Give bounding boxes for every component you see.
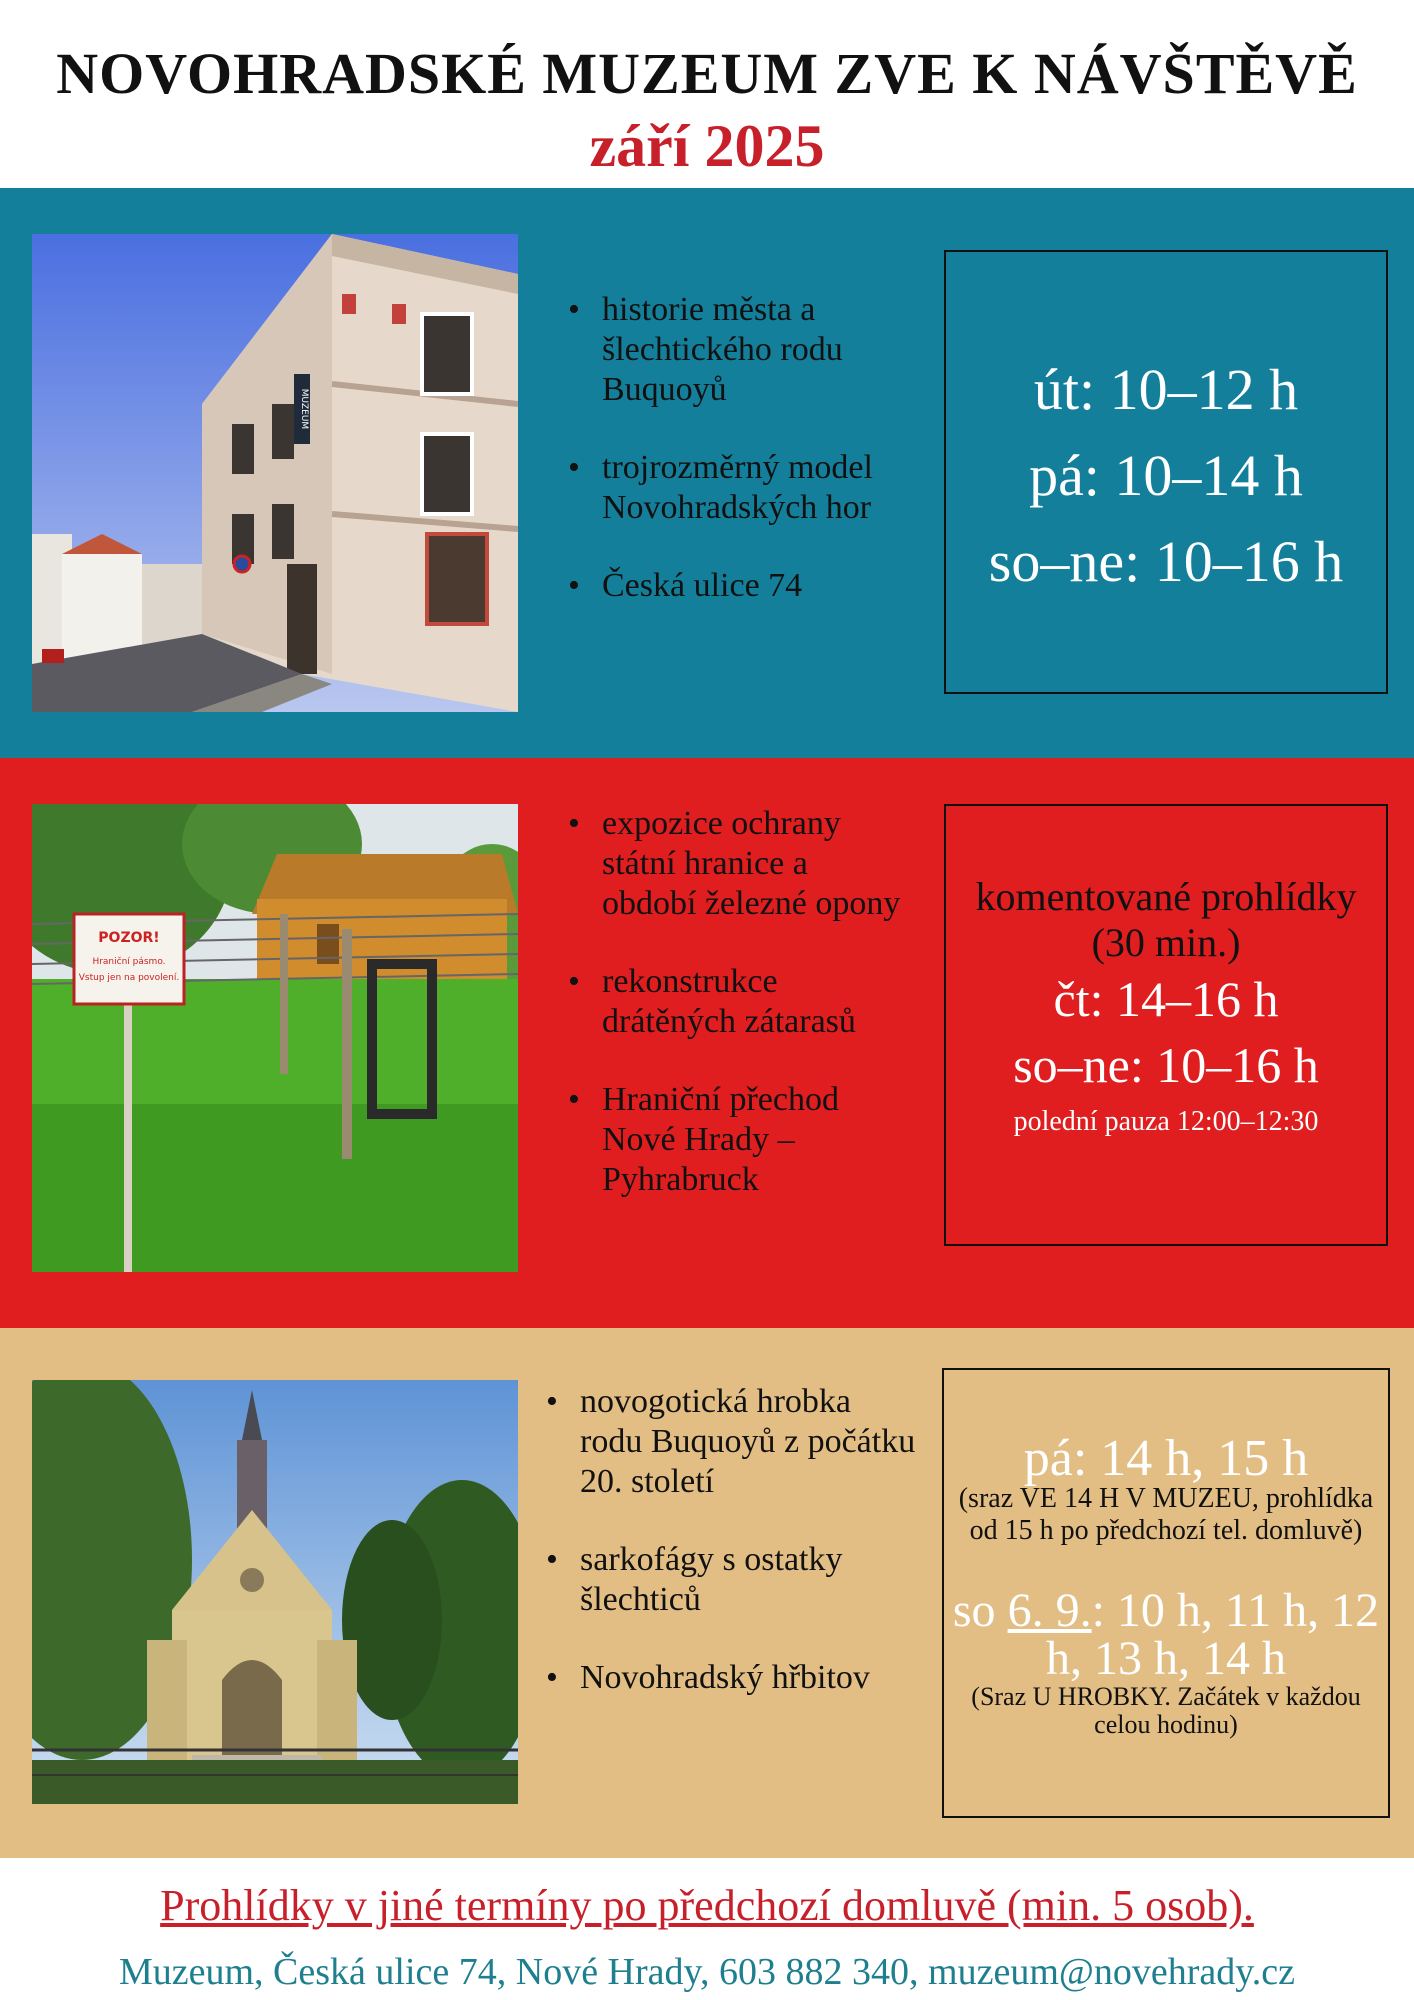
friday-meeting-note: (sraz VE 14 H V MUZEU, prohlídka od 15 h po předchozí tel. domluvě): [958, 1483, 1374, 1546]
hours-thursday: čt: 14–16 h: [1053, 971, 1279, 1027]
warning-sign-line1: Hraniční pásmo.: [92, 957, 166, 967]
lunch-break-note: polední pauza 12:00–12:30: [1013, 1106, 1319, 1137]
hours-friday: pá: 10–14 h: [1029, 443, 1303, 508]
page-subtitle-month: září 2025: [589, 113, 825, 179]
list-item: • historie města a šlechtického rodu Buquoyů: [568, 290, 908, 410]
museum-building-photo: [32, 234, 518, 712]
list-item: • Hraniční přechod Nové Hrady – Pyhrabruck: [568, 1080, 908, 1200]
hours-tuesday: út: 10–12 h: [1033, 357, 1299, 422]
tomb-chapel-photo: [32, 1380, 518, 1804]
saturday-date: 6. 9.: [1007, 1584, 1092, 1637]
border-fence-photo: [32, 804, 518, 1272]
hours-weekend: so–ne: 10–16 h: [1013, 1037, 1319, 1093]
list-item: • expozice ochrany státní hranice a období železné opony: [568, 804, 908, 924]
border-feature-list: [568, 804, 908, 1200]
warning-sign-title: POZOR!: [98, 930, 160, 946]
page-title: NOVOHRADSKÉ MUZEUM ZVE K NÁVŠTĚVĚ: [56, 41, 1358, 106]
hours-saturday: [944, 1584, 1388, 1685]
museum-opening-hours-box: [944, 250, 1388, 694]
saturday-prefix: so: [952, 1584, 1008, 1637]
hours-friday: pá: 14 h, 15 h: [1023, 1430, 1309, 1487]
hours-weekend: so–ne: 10–16 h: [988, 529, 1344, 594]
list-item: • Česká ulice 74: [568, 566, 908, 606]
contact-line: Muzeum, Česká ulice 74, Nové Hrady, 603 882 340, muzeum@novehrady.cz: [118, 1951, 1296, 1993]
museum-sign: MUZEUM: [299, 388, 309, 430]
list-item: • novogotická hrobka rodu Buquoyů z počátku 20. století: [546, 1382, 918, 1502]
saturday-meeting-note: (Sraz U HROBKY. Začátek v každou celou hodinu): [971, 1682, 1361, 1739]
appointment-notice: Prohlídky v jiné termíny po předchozí domluvě (min. 5 osob).: [160, 1881, 1254, 1930]
tomb-tours-box: [942, 1368, 1390, 1818]
saturday-times: : 10 h, 11 h, 12 h, 13 h, 14 h: [1046, 1584, 1380, 1685]
list-item: • sarkofágy s ostatky šlechticů: [546, 1540, 918, 1620]
museum-feature-list: [568, 290, 908, 606]
tomb-feature-list: [546, 1382, 918, 1698]
list-item: • trojrozměrný model Novohradských hor: [568, 448, 908, 528]
warning-sign-line2: Vstup jen na povolení.: [78, 973, 180, 983]
list-item: • rekonstrukce drátěných zátarasů: [568, 962, 908, 1042]
guided-tours-label: komentované prohlídky (30 min.): [975, 874, 1357, 965]
guided-tours-box: [944, 804, 1388, 1246]
list-item: • Novohradský hřbitov: [546, 1658, 918, 1698]
